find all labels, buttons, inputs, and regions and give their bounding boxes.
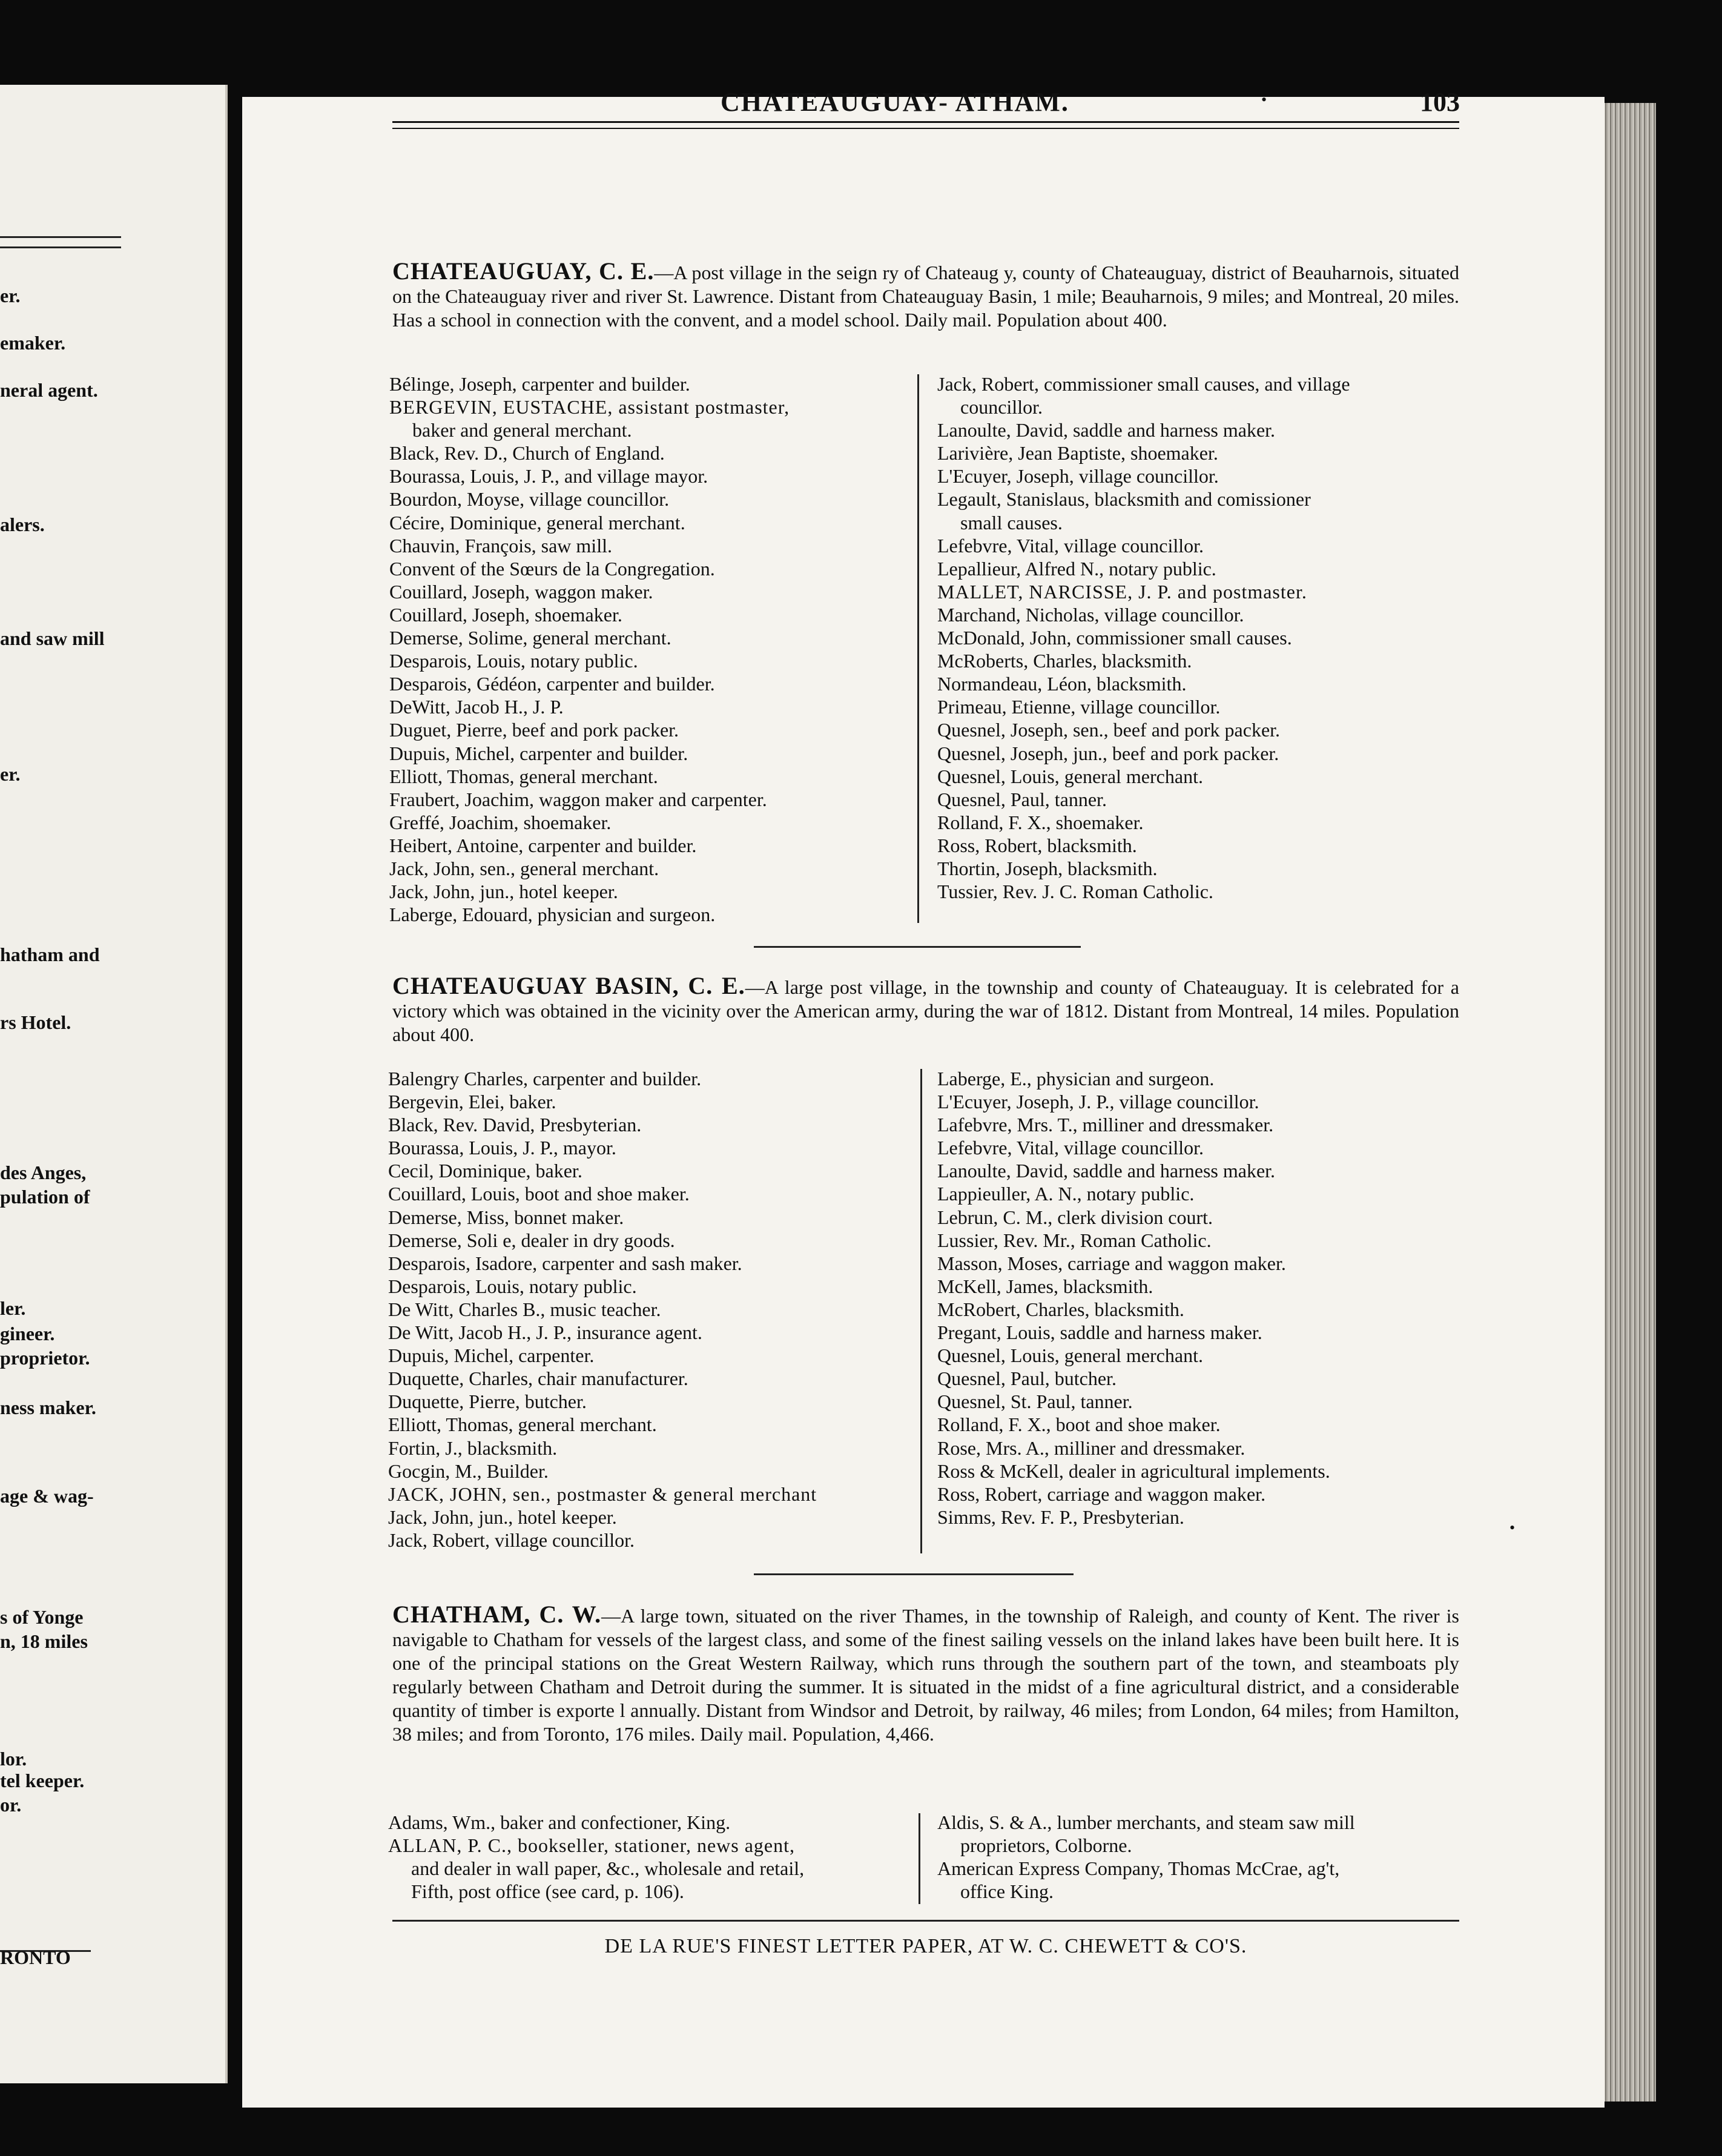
left-page-text-fragment: RONTO (0, 1946, 71, 1968)
book-page-edges (1598, 103, 1656, 2101)
directory-entry: Larivière, Jean Baptiste, shoemaker. (937, 442, 1218, 465)
footer-rule (392, 1920, 1459, 1922)
directory-entry: Heibert, Antoine, carpenter and builder. (389, 834, 697, 856)
chateauguay-description: —A post village in the seign ry of Chateaug y, county of Chateauguay, district of Beauharnois, situated on the Chateauguay river and river St. Lawrence. Distant from Chateauguay Basin, 1 mile; Beauharnois, 9 miles; and Montreal, 20 miles. Has a school in connection with the convent, and a model school. Daily mail. Population about 400. (392, 262, 1460, 331)
chatham-right-column (937, 1811, 1355, 1903)
directory-entry: Balengry Charles, carpenter and builder. (388, 1068, 702, 1090)
chatham-description: —A large town, situated on the river Thames, in the township of Raleigh, and county of Kent. The river is navigable to Chatham for vessels of the largest class, and some of the finest sailing vessels on the inland lakes have been built here. It is one of the principal stations on the Great Western Railway, which runs through the southern part of the town, and steamboats ply regularly between Chatham and Detroit during the summer. It is situated in the midst of a fine agricultural district, and a considerable quantity of timber is exporte l annually. Distant from Windsor and Detroit, by railway, 46 miles; from London, 64 miles; from Hamilton, 38 miles; and from Toronto, 176 miles. Daily mail. Population, 4,466. (392, 1605, 1460, 1745)
directory-entry: Legault, Stanislaus, blacksmith and comissioner (937, 488, 1311, 511)
directory-entry: Jack, John, jun., hotel keeper. (388, 1506, 617, 1528)
chateauguay-right-column (937, 372, 1350, 903)
directory-entry: Tussier, Rev. J. C. Roman Catholic. (937, 881, 1213, 903)
directory-entry: McRoberts, Charles, blacksmith. (937, 650, 1192, 672)
directory-entry: Jack, Robert, commissioner small causes, and village (937, 373, 1350, 395)
directory-entry: Duquette, Charles, chair manufacturer. (388, 1367, 688, 1390)
directory-entry: American Express Company, Thomas McCrae, ag't, (937, 1857, 1340, 1880)
directory-entry: Jack, Robert, village councillor. (388, 1529, 635, 1551)
directory-entry: Couillard, Joseph, waggon maker. (389, 580, 653, 603)
chateauguay-entry-head (392, 259, 1459, 332)
directory-entry: L'Ecuyer, Joseph, village councillor. (937, 465, 1219, 488)
directory-entry: Black, Rev. D., Church of England. (389, 442, 665, 465)
directory-entry: McKell, James, blacksmith. (937, 1275, 1153, 1297)
directory-entry: BERGEVIN, EUSTACHE, assistant postmaster, (389, 396, 790, 418)
left-page-text-fragment: alers. (0, 514, 45, 535)
section-separator-2 (754, 1573, 1074, 1575)
directory-entry: Ross, Robert, carriage and waggon maker. (937, 1483, 1266, 1505)
directory-entry: Cécire, Dominique, general merchant. (389, 511, 685, 534)
directory-entry: Lepallieur, Alfred N., notary public. (937, 557, 1216, 580)
directory-entry: and dealer in wall paper, &c., wholesale and retail, (411, 1857, 805, 1880)
directory-entry: Quesnel, Joseph, jun., beef and pork packer. (937, 742, 1279, 764)
directory-entry: Demerse, Solime, general merchant. (389, 627, 671, 649)
directory-entry: DeWitt, Jacob H., J. P. (389, 696, 564, 718)
directory-entry: Simms, Rev. F. P., Presbyterian. (937, 1506, 1184, 1528)
directory-entry: Rose, Mrs. A., milliner and dressmaker. (937, 1437, 1245, 1459)
directory-entry: Fifth, post office (see card, p. 106). (411, 1880, 684, 1903)
left-page-text-fragment: tel keeper. (0, 1770, 85, 1791)
directory-entry: Bélinge, Joseph, carpenter and builder. (389, 373, 690, 395)
chatham-left-column (388, 1811, 804, 1903)
left-page-text-fragment: pulation of (0, 1186, 90, 1208)
directory-entry: McRobert, Charles, blacksmith. (937, 1298, 1184, 1320)
directory-entry: Pregant, Louis, saddle and harness maker. (937, 1321, 1262, 1344)
directory-entry: L'Ecuyer, Joseph, J. P., village councillor. (937, 1091, 1259, 1113)
directory-entry: Fraubert, Joachim, waggon maker and carpenter. (389, 788, 767, 810)
directory-entry: Lebrun, C. M., clerk division court. (937, 1206, 1213, 1228)
directory-entry: De Witt, Charles B., music teacher. (388, 1298, 661, 1320)
directory-entry: Primeau, Etienne, village councillor. (937, 696, 1221, 718)
chateauguay-basin-place-name: CHATEAUGUAY BASIN, C. E. (392, 972, 745, 999)
chateauguay-left-column (389, 372, 790, 926)
directory-entry: Lappieuller, A. N., notary public. (937, 1183, 1195, 1205)
left-page-text-fragment: age & wag- (0, 1485, 94, 1507)
left-page-header-rule (0, 236, 121, 248)
directory-entry: Couillard, Louis, boot and shoe maker. (388, 1183, 690, 1205)
directory-entry: Duquette, Pierre, butcher. (388, 1390, 587, 1413)
chatham-place-name: CHATHAM, C. W. (392, 1601, 602, 1628)
directory-entry: Quesnel, Louis, general merchant. (937, 765, 1203, 787)
directory-entry: Lefebvre, Vital, village councillor. (937, 534, 1204, 557)
left-page-text-fragment: hatham and (0, 944, 100, 965)
directory-entry: Quesnel, Joseph, sen., beef and pork packer. (937, 719, 1281, 741)
header-rule (392, 121, 1459, 129)
directory-entry: Quesnel, Louis, general merchant. (937, 1344, 1203, 1367)
directory-entry: Quesnel, St. Paul, tanner. (937, 1390, 1133, 1413)
directory-entry: Marchand, Nicholas, village councillor. (937, 603, 1244, 626)
directory-entry: Chauvin, François, saw mill. (389, 534, 612, 557)
left-page-text-fragment: neral agent. (0, 379, 98, 401)
section-separator-1 (754, 946, 1081, 948)
running-title: CHATEAUGUAY- ATHAM. (721, 87, 1069, 117)
directory-entry: Bourdon, Moyse, village councillor. (389, 488, 670, 511)
directory-entry: De Witt, Jacob H., J. P., insurance agent. (388, 1321, 702, 1344)
directory-entry: Desparois, Louis, notary public. (388, 1275, 637, 1297)
directory-entry: councillor. (960, 396, 1043, 418)
directory-entry: Desparois, Isadore, carpenter and sash maker. (388, 1252, 742, 1274)
directory-entry: Fortin, J., blacksmith. (388, 1437, 558, 1459)
chateauguay-basin-left-column (388, 1067, 817, 1552)
directory-entry: Lanoulte, David, saddle and harness maker. (937, 419, 1276, 441)
directory-entry: Elliott, Thomas, general merchant. (389, 765, 658, 787)
left-page-text-fragment: des Anges, (0, 1162, 87, 1183)
directory-entry: Quesnel, Paul, tanner. (937, 788, 1107, 810)
left-page-text-fragment: s of Yonge (0, 1606, 84, 1628)
directory-entry: proprietors, Colborne. (960, 1834, 1132, 1857)
left-page-text-fragment: er. (0, 285, 21, 306)
directory-entry: Dupuis, Michel, carpenter. (388, 1344, 595, 1367)
directory-entry: McDonald, John, commissioner small causes. (937, 627, 1292, 649)
directory-entry: Rolland, F. X., shoemaker. (937, 811, 1144, 833)
directory-entry: Bourassa, Louis, J. P., mayor. (388, 1137, 616, 1159)
directory-entry: Black, Rev. David, Presbyterian. (388, 1114, 642, 1136)
directory-entry: Lussier, Rev. Mr., Roman Catholic. (937, 1229, 1212, 1251)
directory-entry: Elliott, Thomas, general merchant. (388, 1414, 657, 1436)
directory-entry: JACK, JOHN, sen., postmaster & general merchant (388, 1483, 817, 1505)
left-page-text-fragment: ness maker. (0, 1397, 96, 1418)
left-facing-page (0, 85, 228, 2083)
directory-entry: Desparois, Gédéon, carpenter and builder. (389, 673, 715, 695)
footer-advertisement: DE LA RUE'S FINEST LETTER PAPER, AT W. C. CHEWETT & CO'S. (604, 1935, 1247, 1957)
directory-entry: Couillard, Joseph, shoemaker. (389, 603, 622, 626)
left-page-text-fragment: or. (0, 1794, 22, 1816)
directory-entry: Laberge, E., physician and surgeon. (937, 1068, 1215, 1090)
directory-entry: Cecil, Dominique, baker. (388, 1160, 582, 1182)
directory-entry: baker and general merchant. (412, 419, 632, 441)
chateauguay-place-name: CHATEAUGUAY, C. E. (392, 257, 655, 285)
chateauguay-basin-column-divider (920, 1069, 922, 1553)
directory-entry: office King. (960, 1880, 1054, 1903)
left-page-text-fragment: er. (0, 763, 21, 785)
directory-entry: Aldis, S. & A., lumber merchants, and steam saw mill (937, 1811, 1355, 1833)
directory-entry: Jack, John, jun., hotel keeper. (389, 881, 618, 903)
left-page-text-fragment: lor. (0, 1748, 27, 1770)
directory-entry: Quesnel, Paul, butcher. (937, 1367, 1117, 1390)
directory-entry: small causes. (960, 511, 1063, 534)
directory-entry: Demerse, Miss, bonnet maker. (388, 1206, 624, 1228)
directory-entry: Duguet, Pierre, beef and pork packer. (389, 719, 679, 741)
directory-entry: MALLET, NARCISSE, J. P. and postmaster. (937, 580, 1307, 603)
directory-entry: Greffé, Joachim, shoemaker. (389, 811, 612, 833)
directory-entry: Jack, John, sen., general merchant. (389, 857, 659, 879)
directory-entry: Desparois, Louis, notary public. (389, 650, 638, 672)
directory-entry: Bergevin, Elei, baker. (388, 1091, 556, 1113)
directory-entry: Lefebvre, Vital, village councillor. (937, 1137, 1204, 1159)
chatham-column-divider (919, 1813, 920, 1904)
left-page-text-fragment: and saw mill (0, 627, 105, 649)
chateauguay-column-divider (917, 374, 919, 923)
directory-entry: ALLAN, P. C., bookseller, stationer, news agent, (388, 1834, 795, 1857)
directory-entry: Normandeau, Léon, blacksmith. (937, 673, 1187, 695)
directory-entry: Demerse, Soli e, dealer in dry goods. (388, 1229, 675, 1251)
directory-entry: Gocgin, M., Builder. (388, 1460, 549, 1482)
directory-entry: Rolland, F. X., boot and shoe maker. (937, 1414, 1221, 1436)
directory-entry: Thortin, Joseph, blacksmith. (937, 857, 1158, 879)
directory-entry: Bourassa, Louis, J. P., and village mayor. (389, 465, 708, 488)
left-page-text-fragment: gineer. (0, 1323, 55, 1344)
directory-entry: Convent of the Sœurs de la Congregation. (389, 557, 715, 580)
directory-entry: Ross, Robert, blacksmith. (937, 834, 1137, 856)
directory-entry: Adams, Wm., baker and confectioner, King. (388, 1811, 731, 1833)
chateauguay-basin-entry-head (392, 974, 1459, 1047)
directory-entry: Lafebvre, Mrs. T., milliner and dressmaker. (937, 1114, 1274, 1136)
directory-entry: Laberge, Edouard, physician and surgeon. (389, 904, 716, 926)
print-speck: • (1261, 91, 1267, 108)
left-page-text-fragment: rs Hotel. (0, 1011, 71, 1033)
directory-entry: Ross & McKell, dealer in agricultural implements. (937, 1460, 1330, 1482)
page-number: 103 (1420, 87, 1460, 117)
chateauguay-basin-description: —A large post village, in the township and county of Chateauguay. It is celebrated for a victory which was obtained in the vicinity over the American army, during the war of 1812. Distant from Montreal, 14 miles. Population about 400. (392, 976, 1460, 1045)
chateauguay-basin-right-column (937, 1067, 1330, 1529)
directory-entry: Dupuis, Michel, carpenter and builder. (389, 742, 688, 764)
directory-entry: Lanoulte, David, saddle and harness maker. (937, 1160, 1276, 1182)
directory-entry: Masson, Moses, carriage and waggon maker. (937, 1252, 1286, 1274)
left-page-text-fragment: proprietor. (0, 1347, 90, 1369)
left-page-text-fragment: emaker. (0, 332, 66, 354)
left-page-text-fragment: ler. (0, 1297, 26, 1319)
print-speck: • (1509, 1519, 1516, 1536)
left-page-text-fragment: n, 18 miles (0, 1630, 88, 1652)
chatham-entry-head (392, 1602, 1459, 1746)
